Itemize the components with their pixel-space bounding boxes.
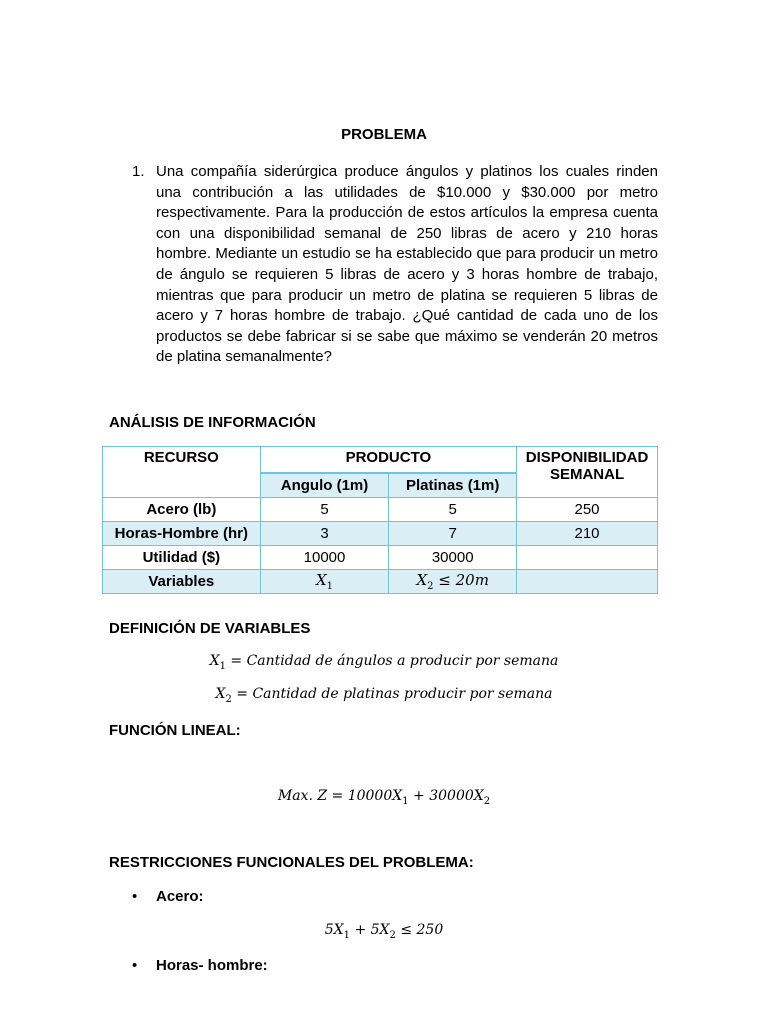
cell-angulo: 5 (260, 498, 389, 522)
bullet-icon: • (132, 888, 138, 905)
problem-text: Una compañía siderúrgica produce ángulos y platinos los cuales rinden una contribución a las utilidades de $10.000 y $30.000 por metro respectivamente. Para la producción de estos artículos la empresa cuenta con una disponibilidad semanal de 250 libras de acero y 210 horas hombre. Mediante un estudio se ha establecido que para producir un metro de ángulo se requieren 5 libras de acero y 3 horas hombre de trabajo, mientras que para producir un metro de platina se requieren 5 libras de acero y 7 horas hombre de trabajo. ¿Qué cantidad de cada uno de los productos se debe fabricar si se sabe que máximo se venderán 20 metros de platina semanalmente? (156, 163, 658, 366)
function-heading: FUNCIÓN LINEAL: (109, 722, 241, 739)
subheader-platinas: Platinas (1m) (389, 473, 517, 498)
acero-constraint: $5X_1 + 5X_2 \le 250$ (324, 922, 444, 941)
bullet-icon: • (132, 957, 138, 974)
problem-statement (132, 162, 658, 368)
row-label: Acero (lb) (103, 498, 261, 522)
cell-disponibilidad: 210 (517, 522, 658, 546)
row-label: Horas-Hombre (hr) (103, 522, 261, 546)
restrictions-heading: RESTRICCIONES FUNCIONALES DEL PROBLEMA: (109, 854, 474, 871)
objective-function: Max. $Z = 10000X_1 + 30000X_2$ (277, 788, 491, 807)
x2-definition: $X_2$ = Cantidad de platinas producir por semana (215, 686, 553, 705)
cell-platinas: 5 (389, 498, 517, 522)
table-row (103, 546, 658, 570)
header-producto: PRODUCTO (260, 447, 516, 474)
header-disponibilidad: DISPONIBILIDAD SEMANAL (517, 447, 658, 498)
table-row (103, 522, 658, 546)
row-label: Variables (103, 570, 261, 594)
cell-platinas: 30000 (389, 546, 517, 570)
table-row (103, 498, 658, 522)
cell-angulo: 10000 (260, 546, 389, 570)
x1-definition: $X_1$ = Cantidad de ángulos a producir por semana (209, 653, 559, 672)
variables-heading: DEFINICIÓN DE VARIABLES (109, 620, 311, 637)
cell-disponibilidad: 250 (517, 498, 658, 522)
cell-platinas: 7 (389, 522, 517, 546)
cell-disponibilidad (517, 546, 658, 570)
row-label: Utilidad ($) (103, 546, 261, 570)
cell-angulo: 3 (260, 522, 389, 546)
page-title: PROBLEMA (341, 126, 427, 143)
horas-hombre-label: Horas- hombre: (156, 957, 268, 974)
cell-platinas: $X_2 \le 20m$ (389, 570, 517, 594)
list-item-horas-hombre (132, 957, 268, 974)
analysis-heading: ANÁLISIS DE INFORMACIÓN (109, 414, 316, 431)
analysis-table (102, 446, 658, 594)
acero-label: Acero: (156, 888, 204, 905)
cell-disponibilidad (517, 570, 658, 594)
problem-number: 1. (132, 163, 145, 180)
cell-angulo: $X_1$ (260, 570, 389, 594)
header-recurso: RECURSO (103, 447, 261, 498)
table-row (103, 570, 658, 594)
subheader-angulo: Angulo (1m) (260, 473, 389, 498)
list-item-acero (132, 888, 204, 905)
